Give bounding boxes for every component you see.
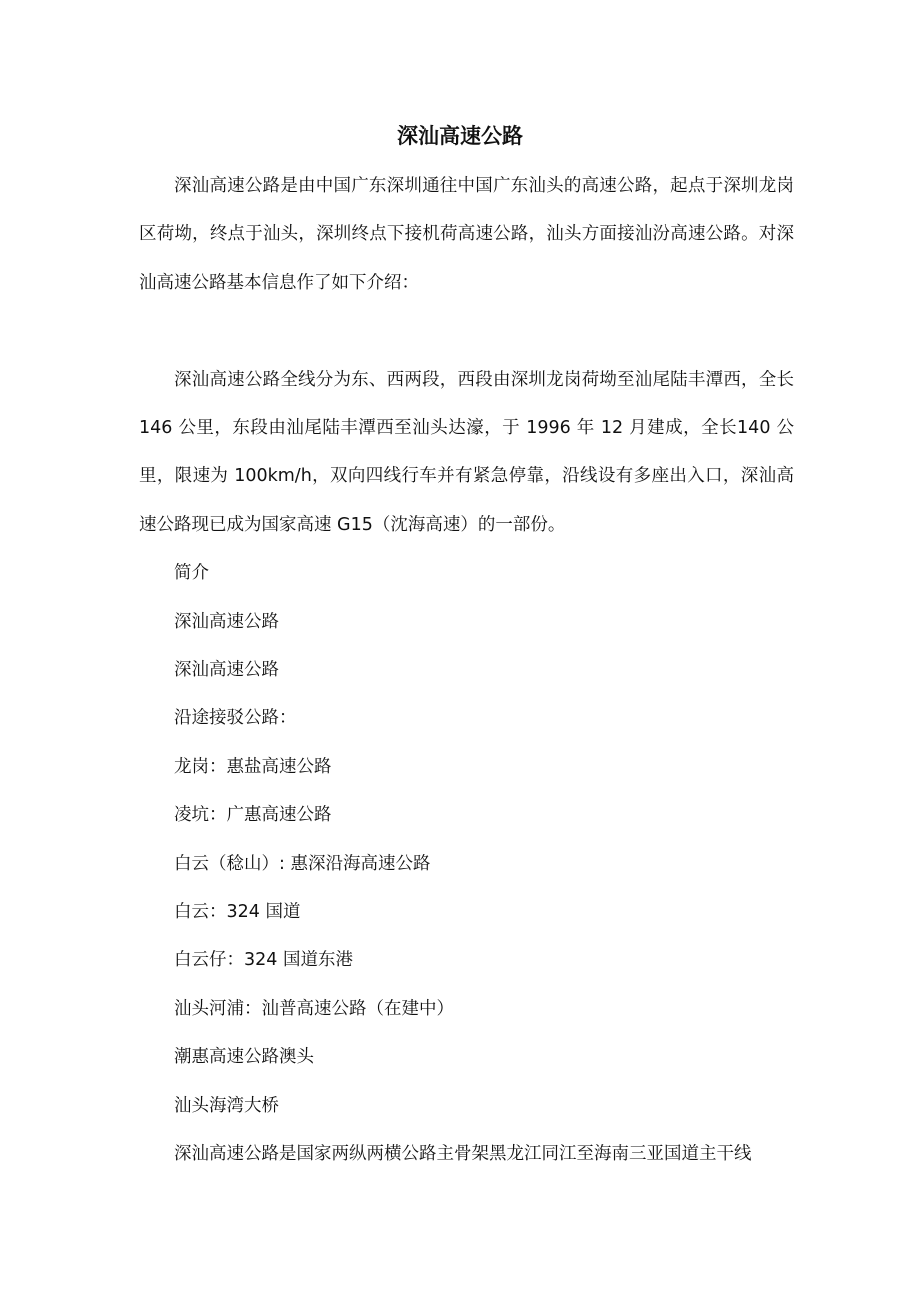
list-item: 深汕高速公路 — [174, 660, 279, 681]
list-item: 简介 — [174, 563, 209, 584]
list-item: 汕头海湾大桥 — [174, 1095, 279, 1116]
intro-paragraph: 深汕高速公路是由中国广东深圳通往中国广东汕头的高速公路，起点于深圳龙岗区荷坳，终点于汕头，深圳终点下接机荷高速公路，汕头方面接汕汾高速公路。对深汕高速公路基本信息作了如下介绍： — [139, 176, 794, 293]
list-item: 龙岗：惠盐高速公路 — [174, 756, 332, 777]
list-item: 沿途接驳公路： — [174, 708, 297, 729]
list-item: 汕头河浦：汕普高速公路（在建中） — [174, 998, 454, 1019]
body-paragraph: 深汕高速公路全线分为东、西两段，西段由深圳龙岗荷坳至汕尾陆丰潭西，全长 146 公里，东段由汕尾陆丰潭西至汕头达濠，于 1996 年 12 月建成，全长140 公里，限速为 100km/h，双向四线行车并有紧急停靠，沿线设有多座出入口，深汕高速公路现已成为国家高速 G15（沈海高速）的一部份。 — [139, 369, 794, 535]
list-item: 潮惠高速公路澳头 — [174, 1047, 314, 1068]
list-item: 白云：324 国道 — [174, 902, 301, 923]
paragraph-gap — [139, 307, 794, 355]
list-item: 白云仔：324 国道东港 — [174, 950, 353, 971]
page-title: 深汕高速公路 — [397, 124, 523, 148]
list-item: 白云（稔山）: 惠深沿海高速公路 — [174, 853, 431, 874]
list-item: 凌坑：广惠高速公路 — [174, 805, 332, 826]
list-item: 深汕高速公路 — [174, 611, 279, 632]
document-body — [139, 162, 794, 1179]
list-item: 深汕高速公路是国家两纵两横公路主骨架黑龙江同江至海南三亚国道主干线 — [174, 1144, 752, 1165]
